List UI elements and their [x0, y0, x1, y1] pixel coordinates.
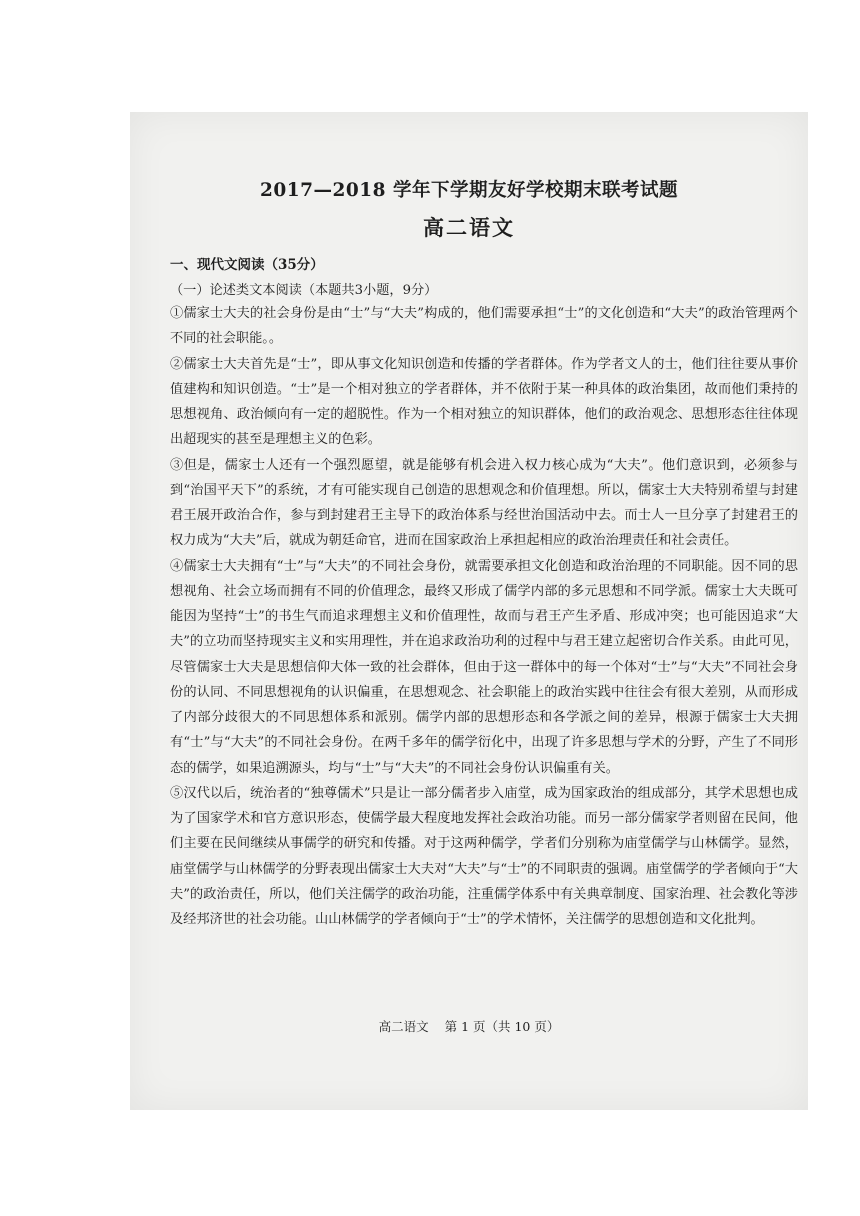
exam-title: 2017—2018 学年下学期友好学校期末联考试题: [260, 180, 678, 201]
paragraph-2: ②儒家士大夫首先是“士”，即从事文化知识创造和传播的学者群体。作为学者文人的士，他们往往要从事价值建构和知识创造。“士”是一个相对独立的学者群体，并不依附于某一种具体的政治集团，故而他们秉持的思想视角、政治倾向有一定的超脱性。作为一个相对独立的知识群体，他们的政治观念、思想形态往往体现出超现实的甚至是理想主义的色彩。: [170, 356, 798, 448]
exam-page: [130, 112, 808, 1110]
footer-page-number: 第 1 页（共 10 页）: [444, 1019, 560, 1034]
footer-subject: 高二语文: [378, 1019, 429, 1034]
reading-passage: [170, 301, 798, 932]
paragraph-5: ⑤汉代以后，统治者的“独尊儒术”只是让一部分儒者步入庙堂，成为国家政治的组成部分，其学术思想也成为了国家学术和官方意识形态，使儒学最大程度地发挥社会政治功能。而另一部分儒家学者则留在民间，他们主要在民间继续从事儒学的研究和传播。对于这两种儒学，学者们分别称为庙堂儒学与山林儒学。显然，庙堂儒学与山林儒学的分野表现出儒家士大夫对“大夫”与“士”的不同职责的强调。庙堂儒学的学者倾向于“大夫”的政治责任，所以，他们关注儒学的政治功能，注重儒学体系中有关典章制度、国家治理、社会教化等涉及经邦济世的社会功能。山山林儒学的学者倾向于“士”的学术情怀，关注儒学的思想创造和文化批判。: [170, 785, 798, 927]
subsection-heading: （一）论述类文本阅读（本题共3小题，9分）: [170, 283, 438, 298]
paragraph-4: ④儒家士大夫拥有“士”与“大夫”的不同社会身份，就需要承担文化创造和政治治理的不同职能。因不同的思想视角、社会立场而拥有不同的价值理念，最终又形成了儒学内部的多元思想和不同学派。儒家士大夫既可能因为坚持“士”的书生气而追求理想主义和价值理性，故而与君王产生矛盾、形成冲突；也可能因追求“大夫”的立功而坚持现实主义和实用理性，并在追求政治功利的过程中与君王建立起密切合作关系。由此可见，尽管儒家士大夫是思想信仰大体一致的社会群体，但由于这一群体中的每一个体对“士”与“大夫”不同社会身份的认同、不同思想视角的认识偏重，在思想观念、社会职能上的政治实践中往往会有很大差别，从而形成了内部分歧很大的不同思想体系和派别。儒学内部的思想形态和各学派之间的差异，根源于儒家士大夫拥有“士”与“大夫”的不同社会身份。在两千多年的儒学衍化中，出现了许多思想与学术的分野，产生了不同形态的儒学，如果追溯源头，均与“士”与“大夫”的不同社会身份认识偏重有关。: [170, 558, 798, 776]
section-heading: 一、现代文阅读（35分）: [170, 257, 324, 273]
paragraph-1: ①儒家士大夫的社会身份是由“士”与“大夫”构成的，他们需要承担“士”的文化创造和“大夫”的政治管理两个不同的社会职能。。: [170, 306, 798, 347]
paragraph-3: ③但是，儒家士人还有一个强烈愿望，就是能够有机会进入权力核心成为“大夫”。他们意识到，必须参与到“治国平天下”的系统，才有可能实现自己创造的思想观念和价值理想。所以，儒家士大夫特别希望与封建君王展开政治合作，参与到封建君王主导下的政治体系与经世治国活动中去。而士人一旦分享了封建君王的权力成为“大夫”后，就成为朝廷命官，进而在国家政治上承担起相应的政治治理责任和社会责任。: [170, 457, 798, 549]
page-footer: [130, 1017, 808, 1035]
subject-title: 高二语文: [423, 215, 515, 240]
